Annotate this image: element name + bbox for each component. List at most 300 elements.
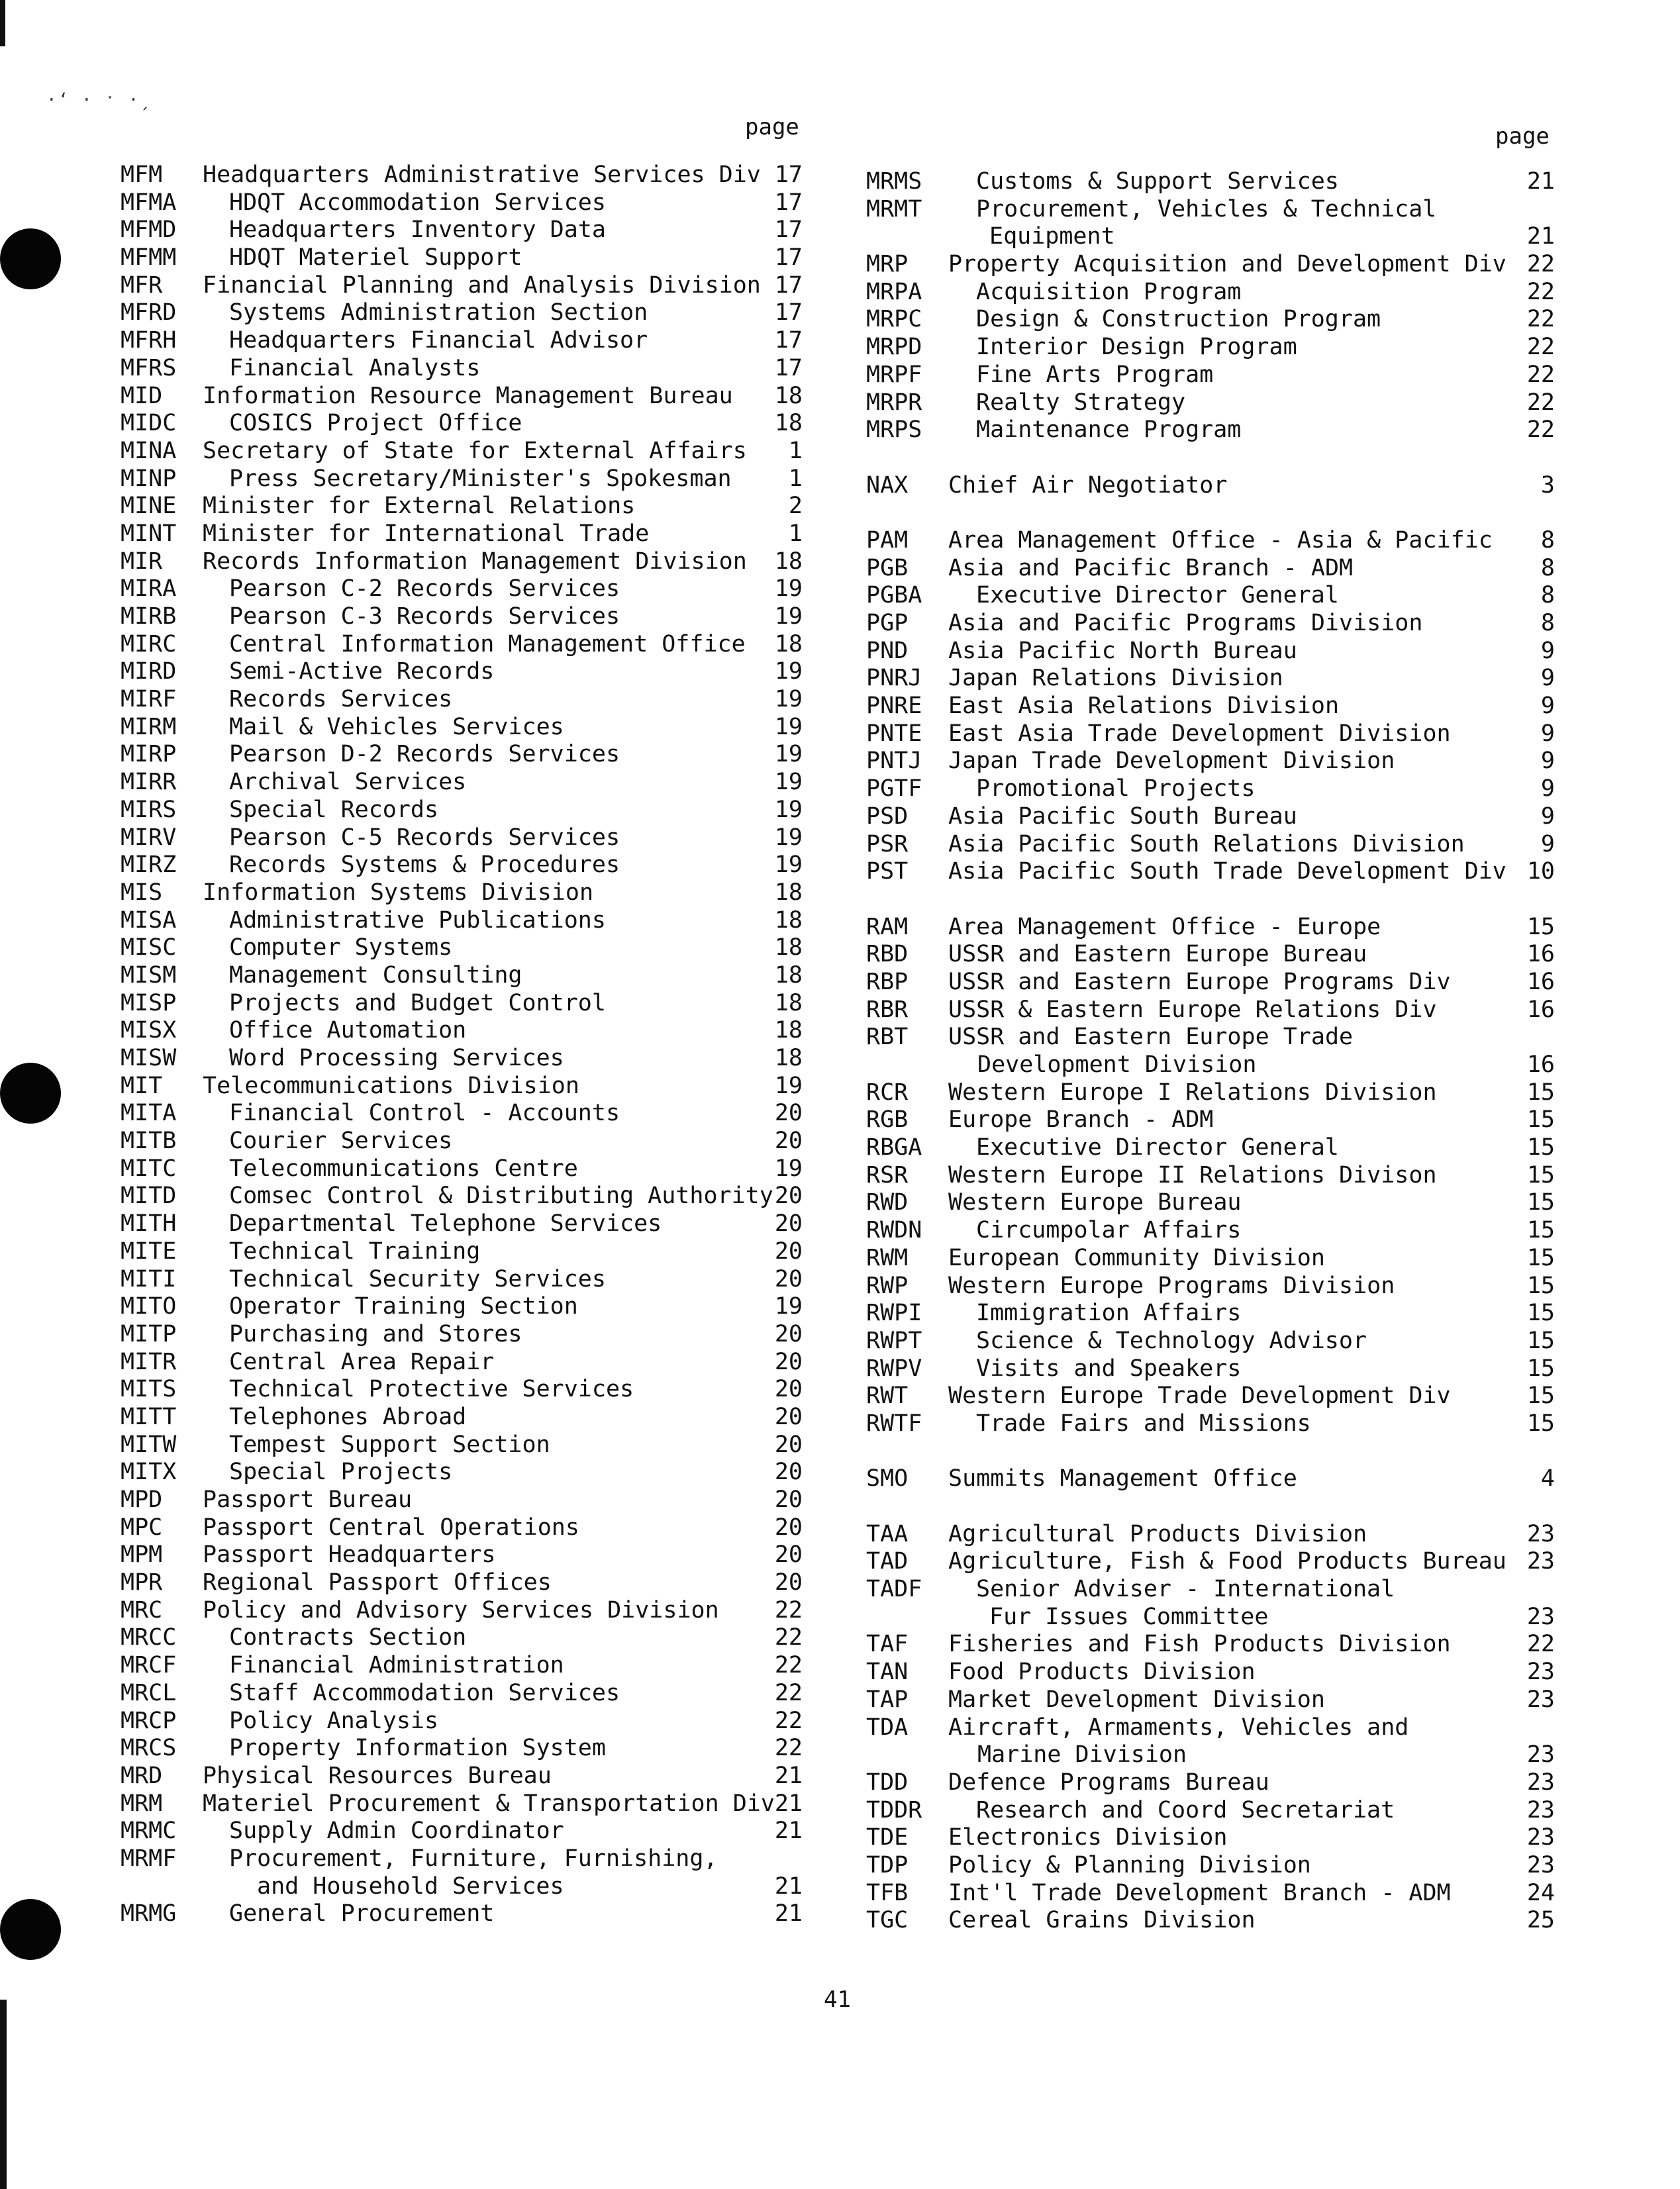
entry-description: Europe Branch - ADM — [948, 1106, 1214, 1134]
entry-description: Research and Coord Secretariat — [976, 1796, 1395, 1824]
index-entry — [121, 603, 803, 631]
entry-page-number: 19 — [774, 1072, 803, 1099]
index-entry — [866, 1852, 1555, 1880]
entry-code: MFRH — [121, 327, 177, 354]
entry-code: MPR — [121, 1569, 163, 1596]
entry-page-number: 18 — [774, 934, 803, 961]
entry-description: Western Europe II Relations Divison — [948, 1161, 1437, 1189]
entry-code: NAX — [866, 471, 909, 499]
index-entry — [121, 383, 803, 411]
index-entry — [866, 1686, 1555, 1714]
index-entry — [866, 638, 1555, 665]
entry-code: MRMS — [866, 168, 922, 195]
entry-page-number: 23 — [1526, 1796, 1555, 1824]
entry-code: MFR — [121, 271, 163, 299]
entry-description: Headquarters Financial Advisor — [229, 327, 648, 354]
entry-description: Agriculture, Fish & Food Products Bureau — [948, 1548, 1507, 1575]
entry-description: Regional Passport Offices — [203, 1569, 552, 1596]
index-entry — [121, 1155, 803, 1183]
entry-code: MFMD — [121, 217, 177, 244]
index-entry — [121, 1183, 803, 1210]
entry-code: MIRV — [121, 824, 177, 851]
entry-description: Office Automation — [229, 1017, 467, 1044]
entry-description: Pearson D-2 Records Services — [229, 741, 620, 768]
entry-code: MFRS — [121, 354, 177, 381]
entry-page-number: 16 — [1526, 968, 1555, 995]
index-entry — [121, 272, 803, 300]
entry-code: MFM — [121, 162, 163, 188]
entry-code: MIRB — [121, 603, 177, 630]
entry-page-number: 1 — [788, 520, 803, 547]
index-entry — [866, 1217, 1555, 1245]
entry-code: MINA — [121, 437, 177, 464]
index-entry — [121, 907, 803, 935]
index-entry — [866, 665, 1555, 693]
index-entry — [866, 1328, 1555, 1355]
entry-description: Semi-Active Records — [229, 658, 495, 685]
entry-page-number: 15 — [1526, 1383, 1555, 1410]
page-number: 41 — [824, 1986, 851, 2013]
entry-description: Trade Fairs and Missions — [976, 1410, 1311, 1437]
entry-page-number: 19 — [774, 824, 803, 851]
index-entry — [121, 520, 803, 548]
entry-description: Courier Services — [229, 1128, 453, 1155]
index-entry — [121, 1266, 803, 1294]
entry-description: HDQT Accommodation Services — [229, 189, 606, 216]
index-entry — [121, 631, 803, 659]
index-entry — [121, 1404, 803, 1432]
index-entry — [121, 962, 803, 990]
index-entry — [121, 355, 803, 383]
entry-page-number: 23 — [1526, 1686, 1555, 1713]
entry-page-number: 15 — [1526, 1217, 1555, 1244]
entry-code: MINT — [121, 520, 177, 547]
entry-page-number: 18 — [774, 989, 803, 1016]
entry-code: RGB — [866, 1106, 909, 1134]
entry-code: PGB — [866, 554, 909, 581]
entry-code: MITT — [121, 1403, 177, 1430]
entry-page-number: 15 — [1526, 1079, 1555, 1106]
punch-hole-icon — [0, 1899, 61, 1960]
entry-page-number: 20 — [774, 1569, 803, 1596]
index-entry — [121, 824, 803, 852]
index-entry — [121, 1432, 803, 1459]
index-entry — [121, 1128, 803, 1155]
entry-description: Market Development Division — [948, 1686, 1325, 1713]
entry-code: TAP — [866, 1686, 909, 1713]
entry-code: MINE — [121, 493, 177, 520]
entry-description: Visits and Speakers — [976, 1355, 1242, 1382]
index-entry — [121, 1238, 803, 1266]
entry-code: RWTF — [866, 1410, 922, 1437]
entry-page-number: 3 — [1540, 471, 1555, 499]
index-entry — [866, 1383, 1555, 1410]
index-entry — [866, 251, 1555, 279]
entry-page-number: 22 — [774, 1624, 803, 1651]
index-entry — [121, 327, 803, 355]
index-entry — [866, 196, 1555, 224]
index-entry — [866, 1714, 1555, 1742]
entry-description: Central Area Repair — [229, 1348, 495, 1375]
entry-code: MRPA — [866, 278, 922, 305]
entry-code: MIRP — [121, 741, 177, 768]
index-entry — [121, 1900, 803, 1928]
entry-page-number: 17 — [774, 244, 803, 271]
entry-code: RWPV — [866, 1355, 922, 1382]
entry-description: Computer Systems — [229, 934, 453, 961]
entry-description: Executive Director General — [976, 1134, 1339, 1161]
entry-code: RBGA — [866, 1134, 922, 1161]
entry-description: Policy Analysis — [229, 1707, 439, 1734]
entry-page-number: 22 — [1526, 361, 1555, 388]
entry-page-number: 15 — [1526, 1106, 1555, 1134]
entry-code: RWPI — [866, 1300, 922, 1327]
entry-page-number: 1 — [788, 437, 803, 464]
entry-description: Projects and Budget Control — [229, 989, 606, 1016]
entry-code: MISW — [121, 1045, 177, 1071]
index-entry — [866, 610, 1555, 638]
index-entry — [121, 1763, 803, 1790]
entry-description: Financial Administration — [229, 1652, 564, 1679]
entry-description: Circumpolar Affairs — [976, 1217, 1242, 1244]
entry-code: MINP — [121, 465, 177, 492]
entry-page-number: 20 — [774, 1128, 803, 1155]
index-entry — [121, 1349, 803, 1377]
entry-description: Technical Protective Services — [229, 1376, 634, 1403]
entry-code: RWDN — [866, 1217, 922, 1244]
index-entry — [121, 162, 803, 189]
entry-page-number: 20 — [774, 1183, 803, 1210]
entry-code: MFMA — [121, 189, 177, 216]
entry-code: MRPS — [866, 416, 922, 444]
index-entry — [866, 1079, 1555, 1107]
index-entry — [121, 1514, 803, 1542]
entry-code: PAM — [866, 526, 909, 554]
entry-code: MPD — [121, 1486, 163, 1513]
entry-description: Operator Training Section — [229, 1293, 578, 1320]
index-entry — [866, 1769, 1555, 1797]
index-entry — [121, 548, 803, 576]
entry-code: PGP — [866, 610, 909, 636]
entry-description: Promotional Projects — [976, 775, 1256, 803]
entry-description: Press Secretary/Minister's Spokesman — [229, 465, 732, 492]
entry-code: MISA — [121, 906, 177, 934]
index-entry — [121, 769, 803, 797]
entry-code: MIR — [121, 548, 163, 575]
entry-code: MRP — [866, 251, 909, 278]
entry-code: MPC — [121, 1514, 163, 1541]
entry-page-number: 10 — [1526, 858, 1555, 885]
page-column-header: page — [1495, 123, 1550, 150]
entry-description: Fine Arts Program — [976, 361, 1214, 388]
entry-page-number: 15 — [1526, 1272, 1555, 1299]
entry-code: TADF — [866, 1576, 922, 1603]
index-entry — [121, 934, 803, 962]
index-entry — [121, 1790, 803, 1818]
entry-code: SMO — [866, 1465, 909, 1492]
index-entry — [121, 1873, 803, 1901]
entry-code: MRPF — [866, 361, 922, 388]
entry-page-number: 17 — [774, 217, 803, 244]
index-entry — [866, 1410, 1555, 1438]
entry-description: Asia Pacific South Trade Development Div — [948, 858, 1507, 885]
entry-page-number: 15 — [1526, 1244, 1555, 1271]
entry-description: Financial Control - Accounts — [229, 1100, 620, 1127]
punch-hole-icon — [0, 228, 61, 289]
entry-description: Minister for International Trade — [203, 520, 650, 547]
entry-description: Property Acquisition and Development Div — [948, 251, 1507, 278]
index-entry — [121, 465, 803, 493]
section-gap — [866, 886, 1555, 914]
entry-description: Pearson C-3 Records Services — [229, 603, 620, 630]
entry-code: TDDR — [866, 1796, 922, 1824]
entry-code: RWPT — [866, 1327, 922, 1354]
entry-page-number: 22 — [1526, 334, 1555, 361]
entry-page-number: 20 — [774, 1459, 803, 1486]
entry-page-number: 17 — [774, 299, 803, 326]
index-entry — [866, 582, 1555, 610]
entry-code: MITO — [121, 1293, 177, 1320]
entry-code: MIT — [121, 1072, 163, 1099]
entry-code: TDD — [866, 1769, 909, 1796]
index-entry — [121, 1818, 803, 1845]
entry-description: Records Information Management Division — [203, 548, 747, 575]
entry-page-number: 21 — [1526, 223, 1555, 250]
entry-description: Senior Adviser - International — [976, 1576, 1395, 1603]
entry-code: MRPD — [866, 334, 922, 361]
entry-description: Design & Construction Program — [976, 306, 1381, 333]
entry-page-number: 23 — [1526, 1769, 1555, 1796]
entry-code: MIRZ — [121, 851, 177, 879]
entry-code: RWT — [866, 1383, 909, 1410]
index-entry — [121, 1541, 803, 1569]
entry-description: USSR and Eastern Europe Trade — [948, 1024, 1354, 1051]
entry-code: PNTJ — [866, 748, 922, 775]
entry-page-number: 19 — [774, 851, 803, 879]
entry-code: PND — [866, 637, 909, 664]
entry-code: PNRJ — [866, 665, 922, 692]
entry-description: Asia and Pacific Programs Division — [948, 610, 1423, 636]
entry-page-number: 20 — [774, 1210, 803, 1238]
index-entry — [121, 1624, 803, 1652]
index-entry — [866, 223, 1555, 251]
entry-page-number: 20 — [774, 1403, 803, 1430]
entry-description: Area Management Office - Europe — [948, 913, 1381, 940]
index-entry — [866, 720, 1555, 748]
entry-description: Administrative Publications — [229, 906, 606, 934]
entry-page-number: 9 — [1540, 775, 1555, 803]
entry-description: Financial Analysts — [229, 354, 481, 381]
entry-page-number: 16 — [1526, 941, 1555, 968]
entry-page-number: 8 — [1540, 554, 1555, 581]
entry-page-number: 20 — [774, 1431, 803, 1458]
entry-description: Equipment — [989, 223, 1115, 250]
entry-page-number: 22 — [1526, 251, 1555, 278]
index-entry — [866, 1024, 1555, 1051]
entry-code: PSR — [866, 830, 909, 857]
index-column-right — [866, 168, 1555, 1935]
entry-code: MITI — [121, 1265, 177, 1292]
entry-page-number: 22 — [774, 1652, 803, 1679]
index-entry — [121, 1293, 803, 1321]
entry-description: Summits Management Office — [948, 1465, 1297, 1492]
index-entry — [866, 1824, 1555, 1852]
entry-page-number: 23 — [1526, 1520, 1555, 1547]
index-entry — [866, 748, 1555, 775]
entry-description: Word Processing Services — [229, 1045, 564, 1071]
entry-page-number: 8 — [1540, 582, 1555, 609]
entry-code: MISX — [121, 1017, 177, 1044]
entry-code: MRMG — [121, 1900, 177, 1927]
entry-page-number: 8 — [1540, 610, 1555, 636]
entry-page-number: 23 — [1526, 1603, 1555, 1630]
entry-description: Minister for External Relations — [203, 493, 636, 520]
index-entry — [866, 997, 1555, 1024]
entry-description: Contracts Section — [229, 1624, 467, 1651]
index-entry — [121, 686, 803, 714]
index-entry — [866, 1631, 1555, 1659]
entry-code: MRD — [121, 1762, 163, 1789]
entry-page-number: 22 — [774, 1735, 803, 1762]
entry-description: Cereal Grains Division — [948, 1907, 1256, 1934]
entry-description: Records Systems & Procedures — [229, 851, 620, 879]
index-entry — [121, 797, 803, 824]
page-column-header: page — [745, 114, 799, 140]
index-entry — [866, 279, 1555, 307]
entry-code: PSD — [866, 803, 909, 830]
entry-code: MITE — [121, 1238, 177, 1265]
entry-description: Special Records — [229, 796, 439, 823]
entry-description: Central Information Management Office — [229, 630, 746, 657]
entry-description: Technical Security Services — [229, 1265, 606, 1292]
entry-code: MIRD — [121, 658, 177, 685]
entry-description: Agricultural Products Division — [948, 1520, 1367, 1547]
entry-description: Marine Division — [977, 1741, 1187, 1769]
index-entry — [121, 1017, 803, 1045]
entry-page-number: 21 — [774, 1790, 803, 1817]
entry-page-number: 18 — [774, 382, 803, 409]
entry-page-number: 19 — [774, 1293, 803, 1320]
entry-description: Information Systems Division — [203, 879, 594, 906]
entry-description: Purchasing and Stores — [229, 1320, 522, 1347]
entry-code: MIRR — [121, 769, 177, 796]
entry-description: Policy and Advisory Services Division — [203, 1596, 719, 1624]
scan-edge-mark — [0, 0, 5, 46]
index-entry — [121, 1321, 803, 1349]
index-entry — [866, 1907, 1555, 1935]
entry-page-number: 15 — [1526, 1327, 1555, 1354]
entry-code: TAA — [866, 1520, 909, 1547]
entry-page-number: 9 — [1540, 720, 1555, 747]
index-entry — [866, 1880, 1555, 1908]
index-entry — [121, 493, 803, 520]
entry-page-number: 19 — [774, 1155, 803, 1182]
entry-description: Tempest Support Section — [229, 1431, 550, 1458]
entry-page-number: 20 — [774, 1376, 803, 1403]
entry-description: USSR and Eastern Europe Programs Div — [948, 968, 1451, 995]
entry-code: RSR — [866, 1161, 909, 1189]
index-entry — [121, 879, 803, 907]
entry-description: East Asia Relations Division — [948, 693, 1340, 720]
entry-code: MITC — [121, 1155, 177, 1182]
scan-edge-mark — [0, 2000, 7, 2189]
entry-description: Science & Technology Advisor — [976, 1327, 1367, 1354]
index-entry — [866, 1797, 1555, 1825]
index-entry — [121, 1210, 803, 1238]
entry-description: Supply Admin Coordinator — [229, 1818, 564, 1845]
entry-description: Pearson C-2 Records Services — [229, 575, 620, 603]
entry-code: TGC — [866, 1907, 909, 1934]
entry-description: USSR and Eastern Europe Bureau — [948, 941, 1367, 968]
entry-code: PST — [866, 858, 909, 885]
index-entry — [866, 389, 1555, 417]
index-entry — [121, 438, 803, 465]
index-entry — [866, 1521, 1555, 1549]
entry-page-number: 18 — [774, 630, 803, 657]
entry-code: MID — [121, 382, 163, 409]
index-entry — [866, 1604, 1555, 1631]
entry-code: MRMF — [121, 1845, 177, 1872]
entry-code: RBT — [866, 1024, 909, 1051]
index-entry — [866, 1659, 1555, 1686]
entry-description: and Household Services — [257, 1873, 564, 1900]
entry-description: Headquarters Inventory Data — [229, 217, 606, 244]
entry-description: Western Europe Bureau — [948, 1189, 1242, 1216]
index-entry — [121, 1680, 803, 1708]
entry-page-number: 22 — [774, 1679, 803, 1706]
entry-description: Fisheries and Fish Products Division — [948, 1631, 1451, 1658]
index-entry — [866, 168, 1555, 196]
entry-code: MRCF — [121, 1652, 177, 1679]
entry-page-number: 1 — [788, 465, 803, 492]
entry-page-number: 20 — [774, 1514, 803, 1541]
entry-description: Financial Planning and Analysis Division — [203, 271, 761, 299]
entry-description: Records Services — [229, 686, 453, 713]
section-gap — [866, 1438, 1555, 1466]
entry-description: Aircraft, Armaments, Vehicles and — [948, 1714, 1409, 1741]
entry-description: Headquarters Administrative Services Div — [203, 162, 761, 188]
index-entry — [121, 1652, 803, 1680]
entry-description: Physical Resources Bureau — [203, 1762, 552, 1789]
entry-page-number: 18 — [774, 906, 803, 934]
entry-description: Procurement, Furniture, Furnishing, — [229, 1845, 718, 1872]
index-entry — [866, 555, 1555, 583]
entry-description: Telecommunications Division — [203, 1072, 579, 1099]
entry-page-number: 18 — [774, 1045, 803, 1071]
entry-page-number: 20 — [774, 1348, 803, 1375]
entry-description: Japan Trade Development Division — [948, 748, 1395, 775]
entry-page-number: 15 — [1526, 1134, 1555, 1161]
entry-description: Realty Strategy — [976, 389, 1186, 416]
entry-description: COSICS Project Office — [229, 410, 522, 437]
entry-description: Int'l Trade Development Branch - ADM — [948, 1879, 1451, 1906]
entry-code: MRCP — [121, 1707, 177, 1734]
entry-page-number: 9 — [1540, 748, 1555, 775]
entry-code: MISM — [121, 961, 177, 989]
entry-code: MIRM — [121, 713, 177, 740]
entry-page-number: 21 — [774, 1900, 803, 1927]
entry-page-number: 20 — [774, 1265, 803, 1292]
entry-code: MIDC — [121, 410, 177, 437]
entry-page-number: 19 — [774, 713, 803, 740]
index-entry — [866, 858, 1555, 886]
entry-code: MITX — [121, 1459, 177, 1486]
entry-code: TAF — [866, 1631, 909, 1658]
entry-page-number: 21 — [774, 1762, 803, 1789]
entry-description: Telecommunications Centre — [229, 1155, 578, 1182]
entry-page-number: 23 — [1526, 1851, 1555, 1878]
entry-code: RAM — [866, 913, 909, 940]
